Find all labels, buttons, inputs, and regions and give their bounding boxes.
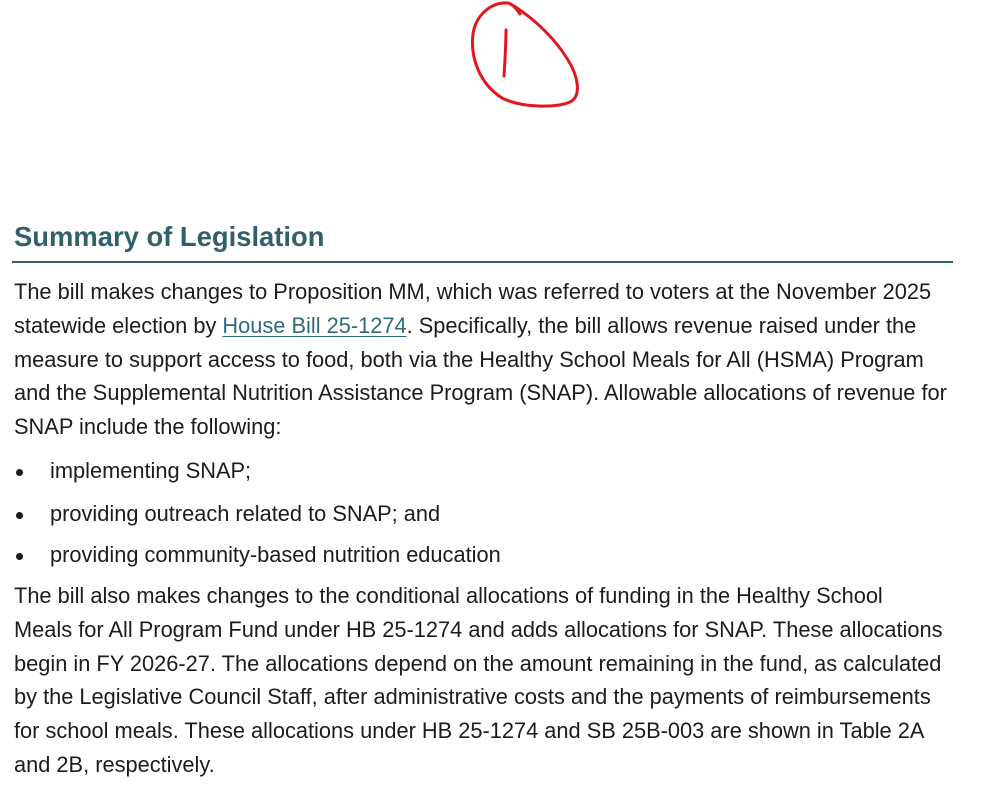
paragraph-2-line: The bill also makes changes to the conditional allocations of funding in the Healthy School: [14, 583, 883, 608]
hand-drawn-circle: [472, 3, 577, 106]
house-bill-link[interactable]: House Bill 25-1274: [222, 312, 407, 338]
paragraph-2-line: for school meals. These allocations under HB 25-1274 and SB 25B-003 are shown in Table 2A: [14, 718, 925, 744]
red-circled-number-annotation: [460, 0, 590, 115]
section-heading: Summary of Legislation: [14, 221, 325, 252]
paragraph-1-line: SNAP include the following:: [14, 414, 282, 440]
paragraph-1-line: [14, 309, 947, 343]
paragraph-2-line: begin in FY 2026-27. The allocations depend on the amount remaining in the fund, as calculated: [14, 650, 942, 676]
paragraph-2: [14, 579, 943, 782]
bullet-dot-icon: [16, 469, 23, 476]
paragraph-1: [14, 275, 947, 444]
bullet-dot-icon: [16, 553, 23, 560]
list-item: [0, 497, 700, 531]
paragraph-1-line: The bill makes changes to Proposition MM, which was referred to voters at the November 2025: [14, 279, 932, 304]
paragraph-2-line: and 2B, respectively.: [14, 751, 215, 777]
list-item-text: providing community-based nutrition education: [50, 542, 501, 567]
text-before-link: statewide election by: [14, 312, 223, 338]
paragraph-1-line: measure to support access to food, both via the Healthy School Meals for All (HSMA) Program: [14, 346, 924, 372]
list-item: [0, 454, 700, 488]
text-after-link: . Specifically, the bill allows revenue raised under the: [406, 312, 917, 338]
list-item-text: providing outreach related to SNAP; and: [50, 501, 441, 526]
paragraph-2-line: by the Legislative Council Staff, after administrative costs and the payments of reimbursements: [14, 684, 931, 710]
bullet-dot-icon: [16, 512, 23, 519]
list-item: [0, 538, 700, 572]
paragraph-2-line: Meals for All Program Fund under HB 25-1274 and adds allocations for SNAP. These allocations: [14, 616, 943, 642]
list-item-text: implementing SNAP;: [50, 458, 252, 483]
heading-underline-rule: [12, 261, 953, 263]
hand-drawn-number-one: [504, 30, 506, 76]
paragraph-1-line: and the Supplemental Nutrition Assistance Program (SNAP). Allowable allocations of revenue for: [14, 380, 947, 406]
